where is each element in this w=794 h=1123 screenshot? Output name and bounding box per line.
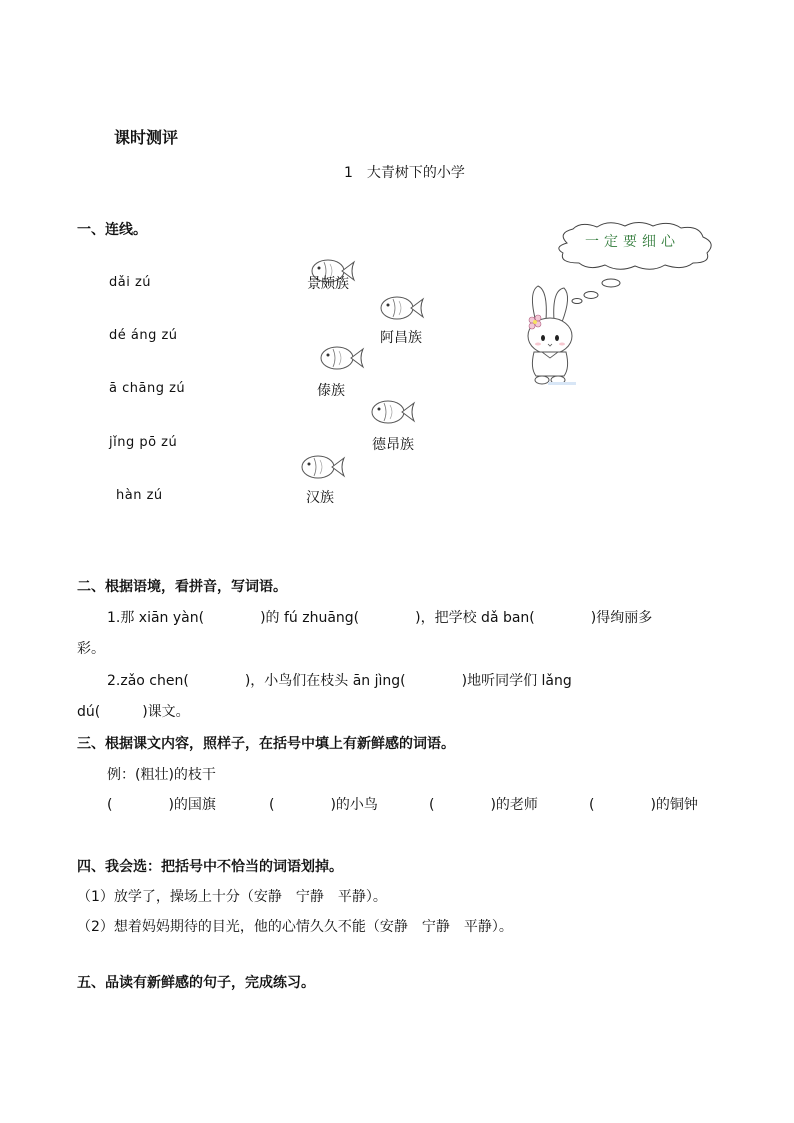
- fill-item: ( )的老师: [429, 797, 538, 813]
- fish-icon: [298, 451, 348, 483]
- ethnic-word: 阿昌族: [380, 330, 422, 346]
- fish-icon: [377, 293, 427, 323]
- lesson-title: 1 大青树下的小学: [344, 165, 465, 181]
- page-title: 课时测评: [114, 128, 179, 147]
- pinyin-item: hàn zú: [116, 488, 163, 503]
- example-line: 例：(粗壮)的枝干: [107, 767, 216, 783]
- question-line: （1）放学了，操场上十分（安静 宁静 平静）。: [77, 889, 387, 905]
- section-3-heading: 三、根据课文内容，照样子，在括号中填上有新鲜感的词语。: [77, 736, 455, 752]
- fill-item: ( )的国旗: [107, 797, 216, 813]
- section-1-heading: 一、连线。: [77, 222, 147, 238]
- sentence-line: 1.那 xiān yàn( )的 fú zhuāng( )，把学校 dǎ ban( )得绚丽多: [107, 610, 653, 626]
- bunny-mascot-icon: [518, 282, 582, 388]
- section-4-heading: 四、我会选：把括号中不恰当的词语划掉。: [77, 859, 343, 875]
- sentence-line: dú( )课文。: [77, 704, 190, 720]
- fish-icon: [317, 342, 367, 374]
- section-5-heading: 五、品读有新鲜感的句子，完成练习。: [77, 975, 315, 991]
- fill-item: ( )的铜钟: [589, 797, 698, 813]
- pinyin-item: dǎi zú: [109, 275, 152, 290]
- question-line: （2）想着妈妈期待的目光，他的心情久久不能（安静 宁静 平静）。: [77, 919, 513, 935]
- ethnic-word: 汉族: [306, 490, 334, 506]
- sentence-line: 彩。: [77, 641, 105, 657]
- ethnic-word: 德昂族: [372, 437, 414, 453]
- pinyin-item: jǐng pō zú: [109, 435, 178, 450]
- ethnic-word: 傣族: [317, 383, 345, 399]
- pinyin-item: ā chāng zú: [109, 381, 186, 396]
- section-2-heading: 二、根据语境，看拼音，写词语。: [77, 579, 287, 595]
- ethnic-word: 景颇族: [307, 276, 349, 292]
- pinyin-item: dé áng zú: [109, 328, 178, 343]
- cloud-text: 一定要细心: [585, 234, 680, 250]
- fill-item: ( )的小鸟: [269, 797, 378, 813]
- sentence-line: 2.zǎo chen( )，小鸟们在枝头 ān jìng( )地听同学们 lǎng: [107, 673, 572, 689]
- fish-icon: [368, 396, 418, 428]
